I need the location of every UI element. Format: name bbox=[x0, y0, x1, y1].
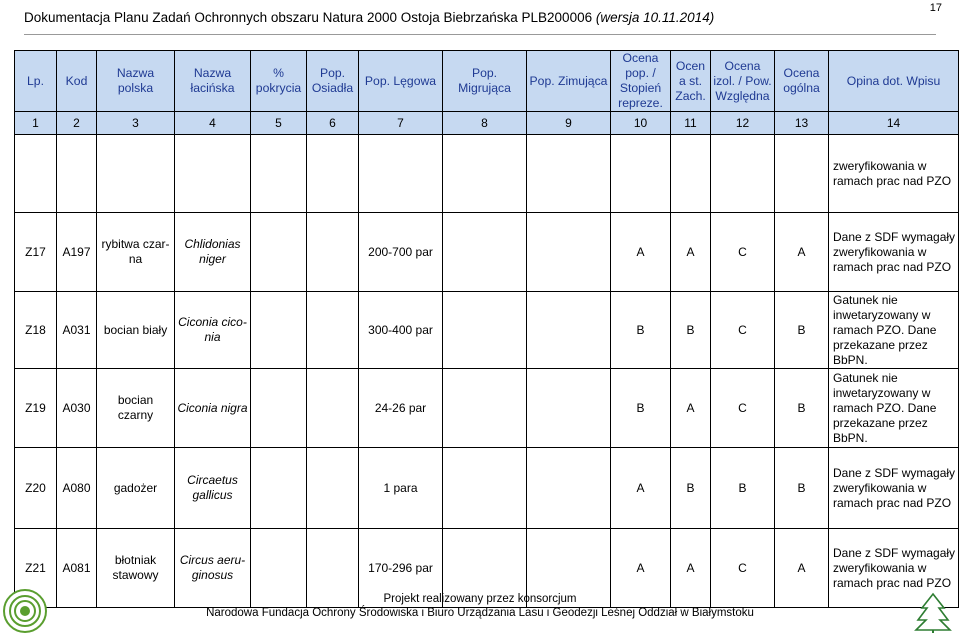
cell-breeding-pop: 24-26 par bbox=[359, 369, 443, 448]
document-header bbox=[24, 10, 924, 32]
col-number: 9 bbox=[527, 112, 611, 135]
cell-lp: Z21 bbox=[15, 529, 57, 608]
col-header: Ocena ogólna bbox=[775, 51, 829, 112]
cell-kod: A080 bbox=[57, 448, 97, 529]
cell-polish-name: błotniak stawowy bbox=[97, 529, 175, 608]
page-number: 17 bbox=[929, 2, 942, 14]
table-row bbox=[15, 369, 959, 448]
footer-line-2: Narodowa Fundacja Ochrony Środowiska i Biuro Urządzania Lasu i Geodezji Leśnej Oddział w Białymstoku bbox=[206, 607, 754, 619]
cell-polish-name: gadożer bbox=[97, 448, 175, 529]
cell-breeding-pop: 170-296 par bbox=[359, 529, 443, 608]
cell-rating-state: A bbox=[671, 213, 711, 292]
cell-kod: A081 bbox=[57, 529, 97, 608]
table-row bbox=[15, 213, 959, 292]
cell-rating-state: B bbox=[671, 292, 711, 369]
cell-lp: Z18 bbox=[15, 292, 57, 369]
note-cell: Dane z SDF wymagały zweryfikowania w ramach prac nad PZO bbox=[829, 213, 959, 292]
cell-rating-pop: A bbox=[611, 213, 671, 292]
note-cell: zweryfikowania w ramach prac nad PZO bbox=[829, 135, 959, 213]
table-row-continuation bbox=[15, 135, 959, 213]
cell-breeding-pop: 1 para bbox=[359, 448, 443, 529]
cell-rating-isol: C bbox=[711, 213, 775, 292]
cell-breeding-pop: 300-400 par bbox=[359, 292, 443, 369]
cell-latin-name: Ciconia nigra bbox=[175, 369, 251, 448]
cell-rating-isol: B bbox=[711, 448, 775, 529]
table-row bbox=[15, 292, 959, 369]
cell-latin-name: Circaetus gallicus bbox=[175, 448, 251, 529]
col-number: 14 bbox=[829, 112, 959, 135]
col-number: 4 bbox=[175, 112, 251, 135]
col-number: 8 bbox=[443, 112, 527, 135]
cell-rating-overall: A bbox=[775, 529, 829, 608]
cell-rating-overall: B bbox=[775, 448, 829, 529]
col-header: Nazwa polska bbox=[97, 51, 175, 112]
cell-polish-name: rybitwa czar-na bbox=[97, 213, 175, 292]
cell-rating-pop: B bbox=[611, 369, 671, 448]
cell-kod: A031 bbox=[57, 292, 97, 369]
col-number: 10 bbox=[611, 112, 671, 135]
col-header: Lp. bbox=[15, 51, 57, 112]
cell-latin-name: Circus aeru-ginosus bbox=[175, 529, 251, 608]
cell-rating-state: B bbox=[671, 448, 711, 529]
cell-polish-name: bocian biały bbox=[97, 292, 175, 369]
col-header: Nazwa łacińska bbox=[175, 51, 251, 112]
document-title: Dokumentacja Planu Zadań Ochronnych obszaru Natura 2000 Ostoja Biebrzańska PLB200006 bbox=[24, 10, 593, 25]
table-row bbox=[15, 448, 959, 529]
cell-rating-overall: B bbox=[775, 292, 829, 369]
cell-rating-pop: A bbox=[611, 529, 671, 608]
cell-kod: A197 bbox=[57, 213, 97, 292]
col-number: 13 bbox=[775, 112, 829, 135]
col-header: Pop. Osiadła bbox=[307, 51, 359, 112]
col-header: Kod bbox=[57, 51, 97, 112]
col-number: 11 bbox=[671, 112, 711, 135]
page-footer bbox=[0, 588, 960, 628]
cell-latin-name: Chlidonias niger bbox=[175, 213, 251, 292]
col-header: Pop. Lęgowa bbox=[359, 51, 443, 112]
col-number: 5 bbox=[251, 112, 307, 135]
col-header: Ocena izol. / Pow. Względna bbox=[711, 51, 775, 112]
col-number: 12 bbox=[711, 112, 775, 135]
cell-rating-isol: C bbox=[711, 369, 775, 448]
cell-lp: Z17 bbox=[15, 213, 57, 292]
col-number: 6 bbox=[307, 112, 359, 135]
cell-rating-state: A bbox=[671, 369, 711, 448]
footer-line-1: Projekt realizowany przez konsorcjum bbox=[383, 593, 577, 605]
cell-rating-pop: B bbox=[611, 292, 671, 369]
cell-polish-name: bocian czarny bbox=[97, 369, 175, 448]
col-header: Pop. Zimująca bbox=[527, 51, 611, 112]
col-number: 3 bbox=[97, 112, 175, 135]
cell-lp: Z20 bbox=[15, 448, 57, 529]
cell-rating-pop: A bbox=[611, 448, 671, 529]
forest-logo-icon bbox=[914, 592, 952, 634]
header-rule bbox=[24, 34, 936, 35]
note-cell: Dane z SDF wymagały zweryfikowania w ramach prac nad PZO bbox=[829, 529, 959, 608]
document-version: (wersja 10.11.2014) bbox=[595, 10, 715, 25]
header-row bbox=[15, 51, 959, 112]
cell-rating-isol: C bbox=[711, 529, 775, 608]
cell-rating-overall: B bbox=[775, 369, 829, 448]
cell-rating-isol: C bbox=[711, 292, 775, 369]
col-header: Ocen a st. Zach. bbox=[671, 51, 711, 112]
note-cell: Gatunek nie inwetaryzowany w ramach PZO. Dane przekazane przez BbPN. bbox=[829, 292, 959, 369]
cell-lp: Z19 bbox=[15, 369, 57, 448]
species-table bbox=[14, 50, 959, 608]
cell-rating-overall: A bbox=[775, 213, 829, 292]
number-row bbox=[15, 112, 959, 135]
col-header: Pop. Migrująca bbox=[443, 51, 527, 112]
col-number: 1 bbox=[15, 112, 57, 135]
col-header: Opina dot. Wpisu bbox=[829, 51, 959, 112]
col-number: 2 bbox=[57, 112, 97, 135]
note-cell: Dane z SDF wymagały zweryfikowania w ramach prac nad PZO bbox=[829, 448, 959, 529]
cell-rating-state: A bbox=[671, 529, 711, 608]
note-cell: Gatunek nie inwetaryzowany w ramach PZO. Dane przekazane przez BbPN. bbox=[829, 369, 959, 448]
col-header: Ocena pop. / Stopień repreze. bbox=[611, 51, 671, 112]
col-header: % pokrycia bbox=[251, 51, 307, 112]
cell-latin-name: Ciconia cico-nia bbox=[175, 292, 251, 369]
col-number: 7 bbox=[359, 112, 443, 135]
cell-breeding-pop: 200-700 par bbox=[359, 213, 443, 292]
cell-kod: A030 bbox=[57, 369, 97, 448]
